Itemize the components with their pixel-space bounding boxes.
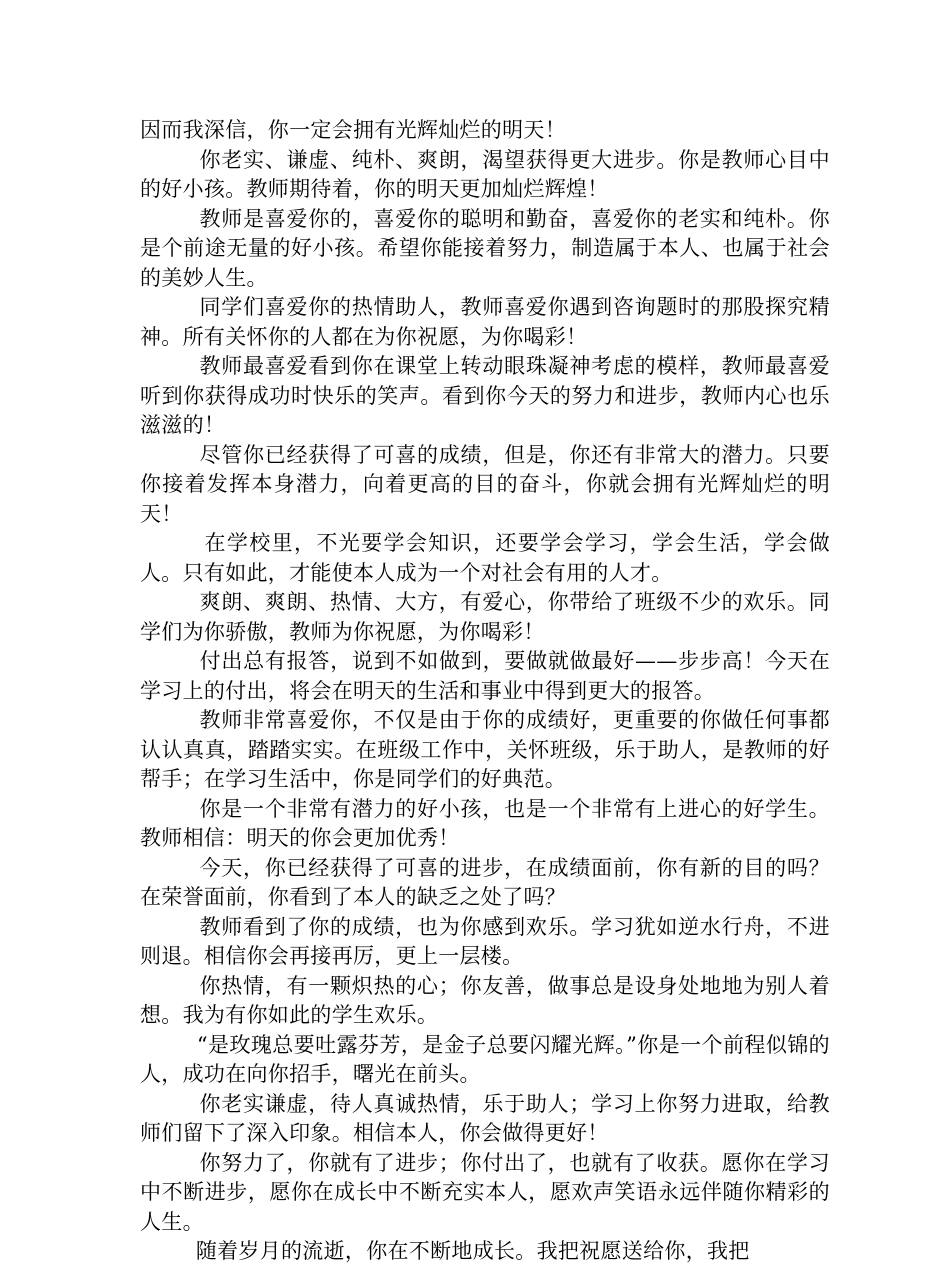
paragraph: 你老实谦虚，待人真诚热情，乐于助人；学习上你努力进取，给教师们留下了深入印象。相信本人，你会做得更好！ [140,1091,830,1145]
paragraph: 你是一个非常有潜力的好小孩，也是一个非常有上进心的好学生。教师相信：明天的你会更加优秀！ [140,796,830,850]
paragraph: 同学们喜爱你的热情助人，教师喜爱你遇到咨询题时的那股探究精神。所有关怀你的人都在为你祝愿，为你喝彩！ [140,295,830,349]
paragraph: 你努力了，你就有了进步；你付出了，也就有了收获。愿你在学习中不断进步，愿你在成长中不断充实本人，愿欢声笑语永远伴随你精彩的人生。 [140,1150,830,1234]
paragraph: 爽朗、爽朗、热情、大方，有爱心，你带给了班级不少的欢乐。同学们为你骄傲，教师为你祝愿，为你喝彩！ [140,590,830,644]
paragraph: 你热情，有一颗炽热的心；你友善，做事总是设身处地地为别人着想。我为有你如此的学生欢乐。 [140,973,830,1027]
paragraph: 付出总有报答，说到不如做到，要做就做最好——步步高！今天在学习上的付出，将会在明天的生活和事业中得到更大的报答。 [140,649,830,703]
document-body [140,116,830,1267]
paragraph: 教师非常喜爱你，不仅是由于你的成绩好，更重要的你做任何事都认认真真，踏踏实实。在班级工作中，关怀班级，乐于助人，是教师的好帮手；在学习生活中，你是同学们的好典范。 [140,708,830,791]
paragraph: “是玫瑰总要吐露芬芳，是金子总要闪耀光辉。”你是一个前程似锦的人，成功在向你招手，曙光在前头。 [140,1032,830,1086]
paragraph: 教师看到了你的成绩，也为你感到欢乐。学习犹如逆水行舟，不进则退。相信你会再接再厉，更上一层楼。 [140,914,830,968]
paragraph: 因而我深信，你一定会拥有光辉灿烂的明天！ [140,118,566,142]
paragraph: 你老实、谦虚、纯朴、爽朗，渴望获得更大进步。你是教师心目中的好小孩。教师期待着，你的明天更加灿烂辉煌！ [140,147,830,201]
paragraph: 教师最喜爱看到你在课堂上转动眼珠凝神考虑的模样，教师最喜爱听到你获得成功时快乐的笑声。看到你今天的努力和进步，教师内心也乐滋滋的！ [140,354,830,437]
paragraph: 教师是喜爱你的，喜爱你的聪明和勤奋，喜爱你的老实和纯朴。你是个前途无量的好小孩。希望你能接着努力，制造属于本人、也属于社会的美妙人生。 [140,206,830,290]
paragraph: 今天，你已经获得了可喜的进步，在成绩面前，你有新的目的吗？在荣誉面前，你看到了本人的缺乏之处了吗？ [140,855,830,909]
paragraph: 尽管你已经获得了可喜的成绩，但是，你还有非常大的潜力。只要你接着发挥本身潜力，向着更高的目的奋斗，你就会拥有光辉灿烂的明天！ [140,442,830,526]
paragraph: 随着岁月的流逝，你在不断地成长。我把祝愿送给你，我把 [140,1239,750,1263]
paragraph: 在学校里，不光要学会知识，还要学会学习，学会生活，学会做人。只有如此，才能使本人成为一个对社会有用的人才。 [140,531,830,585]
